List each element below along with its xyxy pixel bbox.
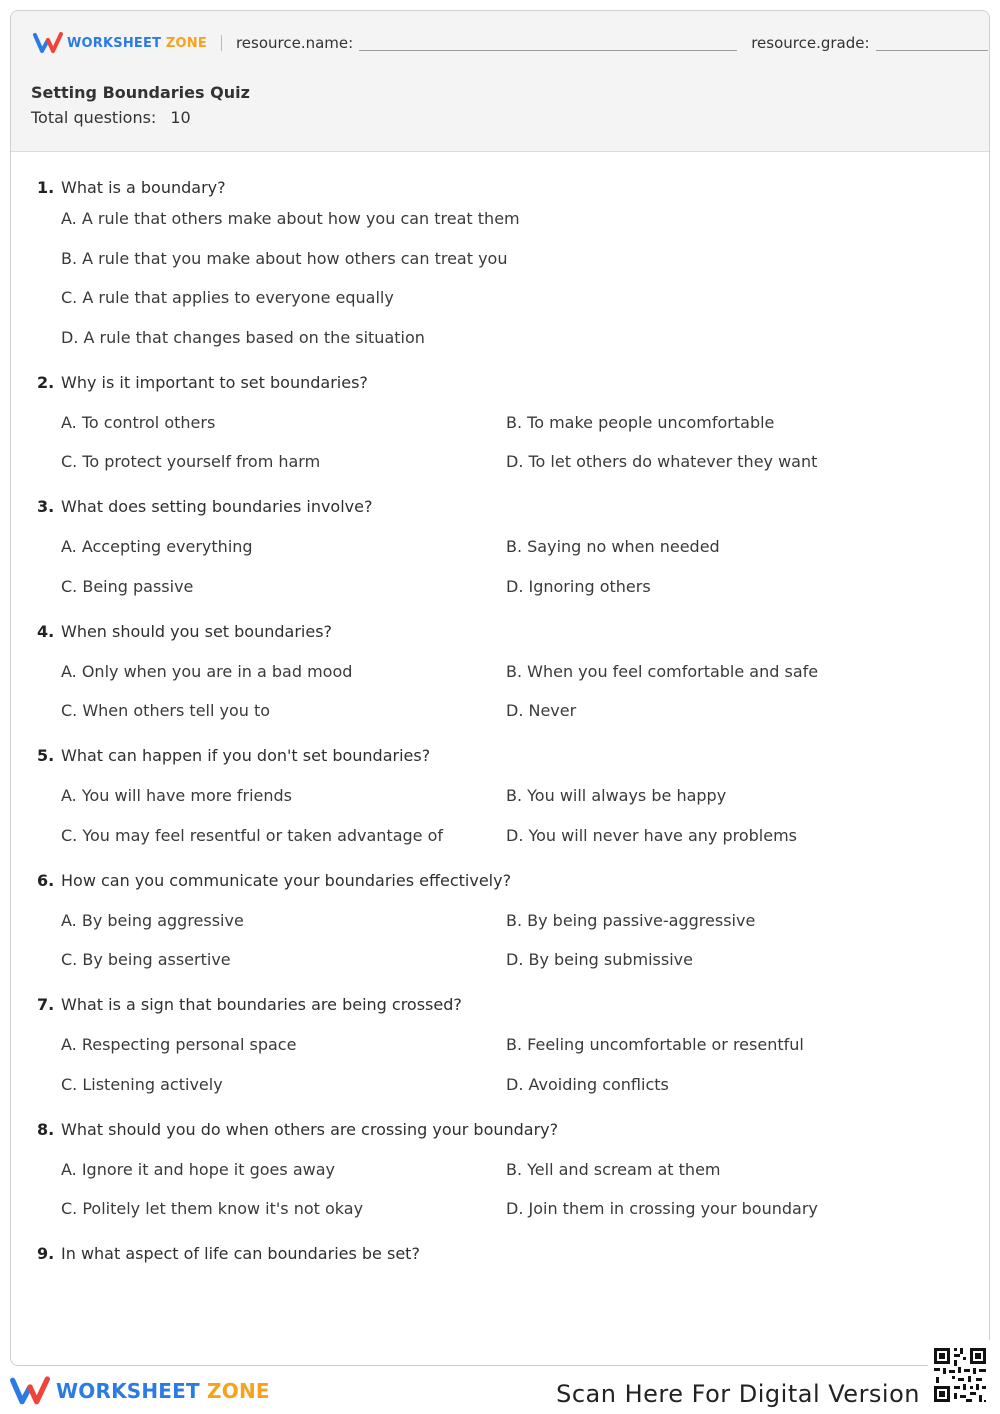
option-a: A. Respecting personal space xyxy=(61,1035,297,1054)
option-a: A. A rule that others make about how you can treat them xyxy=(61,209,520,228)
resource-name-label: resource.name: xyxy=(235,34,354,52)
options xyxy=(61,208,977,349)
footer-brand-part1: WORKSHEET xyxy=(56,1379,200,1403)
question-stem xyxy=(37,745,977,767)
page-footer xyxy=(0,1364,1000,1414)
option-b: B. A rule that you make about how others can treat you xyxy=(61,248,508,268)
total-questions-value: 10 xyxy=(170,108,191,127)
option-b: B. You will always be happy xyxy=(506,786,727,805)
worksheetzone-logo-icon xyxy=(10,1376,50,1406)
option-c: C. Listening actively xyxy=(61,1074,223,1094)
option-b: B. Yell and scream at them xyxy=(506,1159,721,1179)
option-b: B. When you feel comfortable and safe xyxy=(506,661,819,681)
question-number: 3. xyxy=(37,497,55,516)
question-text: What should you do when others are crossing your boundary? xyxy=(61,1119,559,1139)
brand-name xyxy=(67,36,207,51)
question-stem xyxy=(37,621,977,643)
question-text: What does setting boundaries involve? xyxy=(61,497,373,516)
question-stem xyxy=(37,1119,977,1141)
question-text: What is a boundary? xyxy=(61,178,226,197)
option-d: D. Ignoring others xyxy=(506,576,651,596)
option-c: C. You may feel resentful or taken advantage of xyxy=(61,825,444,845)
question-list xyxy=(37,177,977,1288)
options xyxy=(61,785,977,847)
option-b: B. To make people uncomfortable xyxy=(506,412,775,432)
option-c: C. Being passive xyxy=(61,576,194,596)
question-stem xyxy=(37,1243,977,1265)
question-text: In what aspect of life can boundaries be set? xyxy=(61,1244,420,1263)
option-b: B. Feeling uncomfortable or resentful xyxy=(506,1035,804,1054)
resource-name-line xyxy=(359,36,737,51)
question-3 xyxy=(37,496,977,598)
option-d: D. Never xyxy=(506,701,577,720)
question-2 xyxy=(37,372,977,474)
question-number: 4. xyxy=(37,621,55,641)
question-stem xyxy=(37,496,977,518)
total-questions xyxy=(31,108,191,127)
question-text: What is a sign that boundaries are being crossed? xyxy=(61,995,462,1014)
option-a: A. Only when you are in a bad mood xyxy=(61,661,353,681)
options xyxy=(61,1159,977,1221)
scan-here-text: Scan Here For Digital Version xyxy=(556,1380,920,1408)
question-text: How can you communicate your boundaries effectively? xyxy=(61,870,512,890)
question-1 xyxy=(37,177,977,349)
options xyxy=(61,412,977,474)
header-divider xyxy=(221,35,222,51)
question-stem xyxy=(37,177,977,199)
question-number: 9. xyxy=(37,1244,55,1263)
question-stem xyxy=(37,870,977,892)
options xyxy=(61,1034,977,1096)
options xyxy=(61,661,977,723)
resource-grade-line xyxy=(876,36,988,51)
footer-brand-part2: ZONE xyxy=(207,1379,270,1403)
option-c: C. Politely let them know it's not okay xyxy=(61,1199,364,1218)
question-4 xyxy=(37,621,977,723)
question-number: 8. xyxy=(37,1119,55,1139)
option-d: D. You will never have any problems xyxy=(506,825,798,845)
options xyxy=(61,910,977,972)
option-c: C. By being assertive xyxy=(61,950,231,969)
option-c: C. When others tell you to xyxy=(61,701,271,720)
option-a: A. You will have more friends xyxy=(61,786,293,805)
question-number: 5. xyxy=(37,746,55,765)
option-a: A. By being aggressive xyxy=(61,910,244,930)
footer-brand-name xyxy=(56,1379,270,1403)
question-number: 6. xyxy=(37,870,55,890)
brand-name-part1: WORKSHEET xyxy=(67,35,162,51)
header-row xyxy=(33,31,988,55)
question-5 xyxy=(37,745,977,847)
option-b: B. By being passive-aggressive xyxy=(506,910,756,930)
question-number: 1. xyxy=(37,178,55,197)
option-a: A. Ignore it and hope it goes away xyxy=(61,1159,335,1179)
question-text: What can happen if you don't set boundaries? xyxy=(61,746,431,765)
option-d: D. A rule that changes based on the situation xyxy=(61,327,425,347)
worksheet-sheet xyxy=(10,10,990,1366)
resource-grade-label: resource.grade: xyxy=(751,34,870,52)
options xyxy=(61,536,977,598)
question-8 xyxy=(37,1119,977,1221)
question-stem xyxy=(37,372,977,394)
option-d: D. Avoiding conflicts xyxy=(506,1074,669,1094)
question-text: When should you set boundaries? xyxy=(61,621,333,641)
question-number: 2. xyxy=(37,372,55,392)
question-9 xyxy=(37,1243,977,1265)
brand-name-part2: ZONE xyxy=(165,35,207,51)
footer-logo xyxy=(10,1376,270,1406)
option-d: D. By being submissive xyxy=(506,950,693,969)
question-number: 7. xyxy=(37,995,55,1014)
question-6 xyxy=(37,870,977,972)
question-text: Why is it important to set boundaries? xyxy=(61,372,368,392)
total-questions-label: Total questions: xyxy=(31,108,157,127)
option-d: D. To let others do whatever they want xyxy=(506,452,818,471)
question-7 xyxy=(37,994,977,1096)
option-d: D. Join them in crossing your boundary xyxy=(506,1199,818,1218)
option-a: A. Accepting everything xyxy=(61,537,253,556)
option-a: A. To control others xyxy=(61,412,216,432)
question-stem xyxy=(37,994,977,1016)
worksheet-header xyxy=(11,11,989,152)
option-c: C. A rule that applies to everyone equally xyxy=(61,288,394,307)
option-c: C. To protect yourself from harm xyxy=(61,452,321,471)
option-b: B. Saying no when needed xyxy=(506,537,720,556)
qr-code-icon[interactable] xyxy=(928,1340,992,1408)
page-title: Setting Boundaries Quiz xyxy=(31,83,250,102)
worksheetzone-logo-icon xyxy=(33,32,63,54)
